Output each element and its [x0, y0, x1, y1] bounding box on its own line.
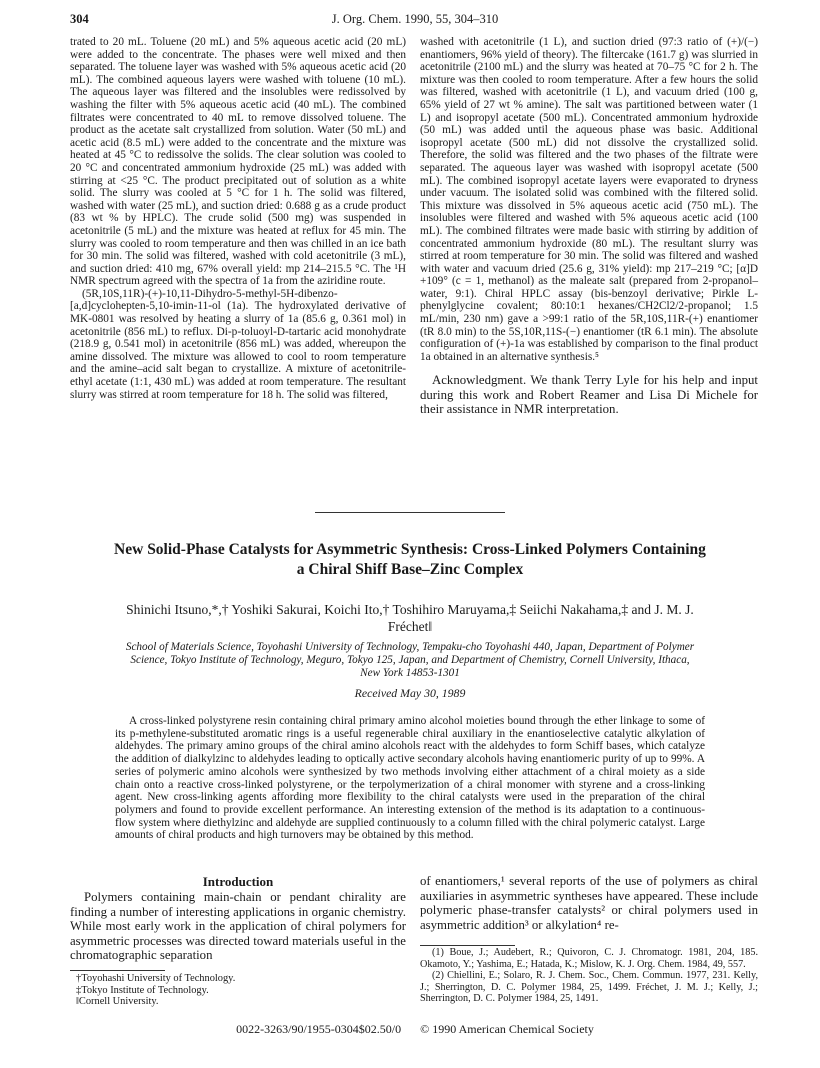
- left-column: [70, 36, 406, 401]
- footnote: †Toyohashi University of Technology.: [76, 973, 236, 984]
- article-authors: Shinichi Itsuno,*,† Yoshiki Sakurai, Koichi Ito,† Toshihiro Maruyama,‡ Seiichi Nakahama,‡ and J. M. J. Fréchet‖: [126, 602, 694, 634]
- experimental-paragraph: (5R,10S,11R)-(+)-10,11-Dihydro-5-methyl-5H-dibenzo-[a,d]cyclohepten-5,10-imin-11-ol (1a). The hydroxylated derivative of MK-0801 was resolved by heating a slurry of 1a (85.6 g, 0.361 mol) in acetonitrile (856 mL) to reflux. Di-p-toluoyl-D-tartaric acid monohydrate (218.9 g, 0.541 mol) in acetonitrile (856 mL) was added, whereupon the amine dissolved. The mixture was allowed to cool to room temperature and the amine–acid salt began to crystallize. A mixture of acetonitrile-ethyl acetate (1:1, 430 mL) was added at room temperature. The resultant slurry was stirred at room temperature for 18 h. The solid was filtered,: [70, 287, 406, 401]
- acknowledgment: Acknowledgment. We thank Terry Lyle for his help and input during this work and Robert Reamer and Lisa Di Michele for their assistance in NMR interpretation.: [420, 373, 758, 417]
- reference: (2) Chiellini, E.; Solaro, R. J. Chem. Soc., Chem. Commun. 1977, 231. Kelly, J.; Sherrington, D. C. Polymer 1984, 25, 1499. Fréchet, J. M. J.; Kelly, J.; Sherrington, D. C. Polymer 1984, 25, 1491.: [420, 970, 758, 1004]
- footnote: ‖Cornell University.: [76, 996, 159, 1008]
- experimental-paragraph: washed with acetonitrile (1 L), and suction dried (97:3 ratio of (+)/(−) enantiomers, 96% yield of theory). The filtercake (161.7 g) was slurried in acetonitrile (2100 mL) and the slurry was heated at 70–75 °C for 2 h. The mixture was then cooled to room temperature. After a few hours the solid was filtered, washed with acetonitrile (1 L), and vacuum dried (100 g, 65% yield of 27 wt % amine). The salt was partitioned between water (1 L) and isopropyl acetate (500 mL). Concentrated ammonium hydroxide (50 mL) was added until the aqueous phase was basic. Additional isopropyl acetate (500 mL) did not dissolve the crystallized solid. Therefore, the solid was filtered and the two phases of the filtrate were separated. The aqueous layer was washed with isopropyl acetate (500 mL). The combined isopropyl acetate layers were evaporated to dryness under vacuum. The isolated solid was combined with the filtered solid. This mixture was dissolved in 5% aqueous acetic acid (750 mL). The insolubles were filtered and washed with 5% aqueous acetic acid (100 mL). The combined filtrates were made basic with stirring by addition of concentrated ammonium hydroxide (80 mL). The resultant slurry was stirred at room temperature for 30 min. The solid was filtered and washed with water and vacuum dried (25.6 g, 31% yield): mp 217–219 °C; [α]D +109° (c = 1, methanol) as the maleate salt (prepared from 2-propanol–water, 9:1). Chiral HPLC assay (bis-benzoyl derivative; Pirkle L-phenylglycine covalent; 80:10:1 hexanes/CH2Cl2/2-propanol; 1.5 mL/min, 230 nm) gave a >99:1 ratio of the 5R,10S,11R-(+) enantiomer (tR 8.0 min) to the 5S,10R,11S-(−) enantiomer (tR 6.1 min). The absolute configuration of (+)-1a was established by comparison to the final product 1a obtained in an alternative synthesis.⁵: [420, 36, 758, 363]
- footnote: ‡Tokyo Institute of Technology.: [76, 984, 209, 996]
- reference-footnotes: [420, 947, 758, 1005]
- introduction-right-text: of enantiomers,¹ several reports of the use of polymers as chiral auxiliaries in asymmetric syntheses have appeared. These include polymeric phase-transfer catalysts² or chiral polymers used in asymmetric addition³ or alkylation⁴ re-: [420, 874, 758, 932]
- right-column: [420, 36, 758, 417]
- copyright: © 1990 American Chemical Society: [420, 1022, 594, 1036]
- article-title: New Solid-Phase Catalysts for Asymmetric Synthesis: Cross-Linked Polymers Containing a Chiral Shiff Base–Zinc Complex: [114, 541, 706, 578]
- page-number: 304: [70, 12, 89, 26]
- footnote-rule: [70, 970, 165, 971]
- page-header: [70, 12, 760, 30]
- section-divider: [315, 512, 505, 513]
- page-footer: [70, 1022, 760, 1037]
- reference: (1) Boue, J.; Audebert, R.; Quivoron, C. J. Chromatogr. 1981, 204, 185. Okamoto, Y.; Yashima, E.; Hatada, K.; Mislow, K. J. Org. Chem. 1984, 49, 557.: [420, 947, 758, 970]
- received-date: Received May 30, 1989: [354, 686, 466, 700]
- footnote-rule: [420, 945, 515, 946]
- affiliation-footnotes: [70, 973, 406, 1008]
- introduction-heading: Introduction: [202, 874, 274, 889]
- journal-citation: J. Org. Chem. 1990, 55, 304–310: [331, 12, 499, 26]
- experimental-paragraph: trated to 20 mL. Toluene (20 mL) and 5% aqueous acetic acid (20 mL) were added to the concentrate. The phases were well mixed and then separated. The toluene layer was washed with 5% aqueous acetic acid (20 mL). The combined aqueous layers were washed with toluene (10 mL). The aqueous layer was filtered and the insolubles were redissolved by washing the filter with 5% aqueous acetic acid (40 mL). The combined filtrates were concentrated to 40 mL to remove dissolved toluene. The product as the acetate salt crystallized from solution. Water (50 mL) and acetic acid (8.5 mL) were added to the concentrate and the mixture was heated at 45 °C to redissolve the solids. The clear solution was cooled to 20 °C and concentrated ammonium hydroxide (25 mL) was added with stirring at <25 °C. The product precipitated out of solution as a white solid. The slurry was cooled at 5 °C for 1 h. The solid was filtered, washed with water (25 mL), and suction dried: 0.688 g as a crude product (83 wt % by HPLC). The crude solid (500 mg) was suspended in acetonitrile (5 mL) and the mixture was heated at reflux for 45 min. The slurry was cooled to room temperature and then was chilled in an ice bath for 30 min. The solid was filtered, washed with cold acetonitrile (3 mL), and suction dried: 410 mg, 67% overall yield: mp 214–215.5 °C. The ¹H NMR spectrum agreed with the spectra of 1a from the aziridine route.: [70, 36, 406, 288]
- article-code: 0022-3263/90/1955-0304$02.50/0: [236, 1022, 402, 1036]
- introduction-left-text: Polymers containing main-chain or pendant chirality are finding a number of interesting applications in organic chemistry. While most early work in the application of chiral polymers for asymmetric processes was directed toward materials useful in the chromatographic separation: [70, 890, 406, 963]
- article-affiliation: School of Materials Science, Toyohashi University of Technology, Tempaku-cho Toyohashi 440, Japan, Department of Polymer Science, Tokyo Institute of Technology, Meguro, Tokyo 125, Japan, and Department of Chemistry, Cornell University, Ithaca, New York 14853-1301: [125, 641, 695, 679]
- abstract: A cross-linked polystyrene resin containing chiral primary amino alcohol moieties bound through the ether linkage to some of its p-methylene-substituted aromatic rings is a useful regenerable chiral auxiliary in the enantioselective catalytic alkylation of aldehydes. The primary amino groups of the chiral amino alcohols react with the aldehydes to form Schiff bases, which catalyze the addition of dialkylzinc to aldehydes leading to optically active secondary alcohols having enantiomeric purity of up to 99%. A series of polymeric amino alcohols were synthesized by two methods involving either attachment of a chiral moiety as a side chain onto a reactive cross-linked polystyrene, or the terpolymerization of a chiral monomer with styrene and a cross-linking agent. New cross-linking agents affording more flexibility to the chiral catalysts were used in the preparation of the chiral polymers and found to provide excellent performance. An interesting extension of the method is its adaptation to a continuous-flow system where diethylzinc and aldehyde are supplied continuously to a column filled with the chiral polymeric catalyst. Large amounts of chiral products and high turnovers may be obtained by this method.: [115, 715, 705, 842]
